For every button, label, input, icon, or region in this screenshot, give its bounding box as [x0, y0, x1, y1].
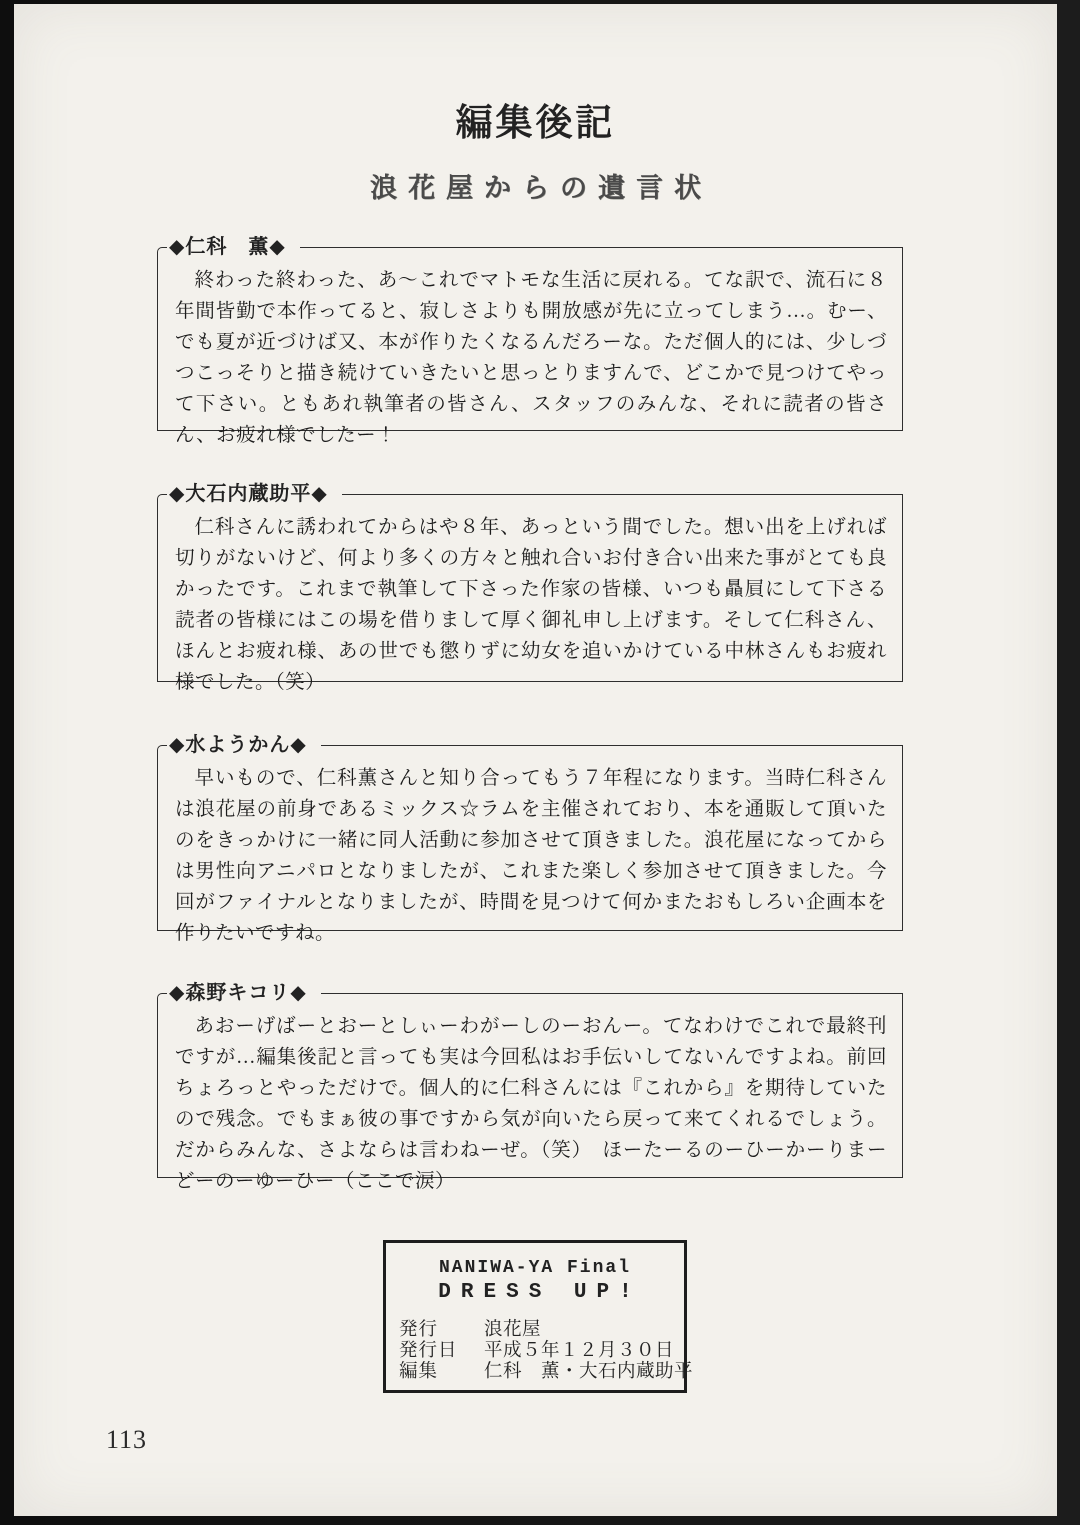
- page-number: 113: [106, 1425, 148, 1454]
- colophon-value: 浪花屋: [484, 1320, 542, 1340]
- colophon-box: [383, 1240, 694, 1393]
- section-author-label: ◆森野キコリ◆: [167, 980, 321, 1006]
- section-author-label: ◆仁科 薫◆: [167, 234, 300, 260]
- section-author-label: ◆水ようかん◆: [167, 732, 321, 758]
- section-author-label: ◆大石内蔵助平◆: [167, 481, 342, 507]
- colophon-row-publisher: [399, 1320, 684, 1341]
- colophon-label: 発行: [399, 1320, 439, 1340]
- colophon-value: 平成５年１２月３０日: [484, 1341, 675, 1361]
- section-text: あおーげばーとおーとしぃーわがーしのーおんー。てなわけでこれで最終刊ですが…編集後記と言っても実は今回私はお手伝いしてないんですよね。前回ちょろっとやっただけで。個人的に仁科さんには『これから』を期待していたので残念。でもまぁ彼の事ですから気が向いたら戻って来てくれるでしょう。だからみんな、さよならは言わねーぜ。（笑） ほーたーるのーひーかーりまーどーのーゆーひー（ここで涙）: [175, 1016, 887, 1192]
- colophon-label: 編集: [399, 1362, 439, 1382]
- afterword-section-mizuyoukan: [157, 734, 903, 944]
- colophon-book-title: DRESS UP!: [438, 1281, 642, 1304]
- section-text: 早いもので、仁科薫さんと知り合ってもう７年程になります。当時仁科さんは浪花屋の前身であるミックス☆ラムを主催されており、本を通販して頂いたのをきっかけに一緒に同人活動に参加させて頂きました。浪花屋になってからは男性向アニパロとなりましたが、これまた楽しく参加させて頂きました。今回がファイナルとなりましたが、時間を見つけて何かまたおもしろい企画本を作りたいですね。: [175, 768, 887, 944]
- afterword-section-morino-kikori: [157, 982, 903, 1192]
- colophon-rows: [386, 1320, 694, 1383]
- section-text: 終わった終わった、あ～これでマトモな生活に戻れる。てな訳で、流石に８年間皆勤で本作ってると、寂しさよりも開放感が先に立ってしまう…。むー、でも夏が近づけば又、本が作りたくなるんだろーな。ただ個人的には、少しづつこっそりと描き続けていきたいと思っとりますんで、どこかで見つけてやって下さい。ともあれ執筆者の皆さん、スタッフのみんな、それに読者の皆さん、お疲れ様でしたー！: [175, 270, 887, 446]
- colophon-row-editors: [399, 1362, 694, 1383]
- colophon-row-publish-date: [399, 1341, 684, 1362]
- afterword-section-nishina-kaoru: [157, 236, 903, 446]
- colophon-label: 発行日: [399, 1341, 458, 1361]
- page-subtitle: 浪花屋からの遺言状: [370, 173, 712, 203]
- afterword-section-oishi-kuranosukehei: [157, 483, 903, 693]
- section-text: 仁科さんに誘われてからはや８年、あっという間でした。想い出を上げれば切りがないけど、何より多くの方々と触れ合いお付き合い出来た事がとても良かったです。これまで執筆して下さった作家の皆様、いつも贔屓にして下さる読者の皆様にはこの場を借りまして厚く御礼申し上げます。そして仁科さん、ほんとお疲れ様、あの世でも懲りずに幼女を追いかけている中林さんもお疲れ様でした。（笑）: [175, 517, 887, 693]
- colophon-series-title: NANIWA-YA Final: [438, 1258, 632, 1278]
- paper-page: [14, 4, 1057, 1516]
- page-title: 編集後記: [455, 103, 616, 144]
- colophon-value: 仁科 薫・大石内蔵助平: [484, 1362, 694, 1382]
